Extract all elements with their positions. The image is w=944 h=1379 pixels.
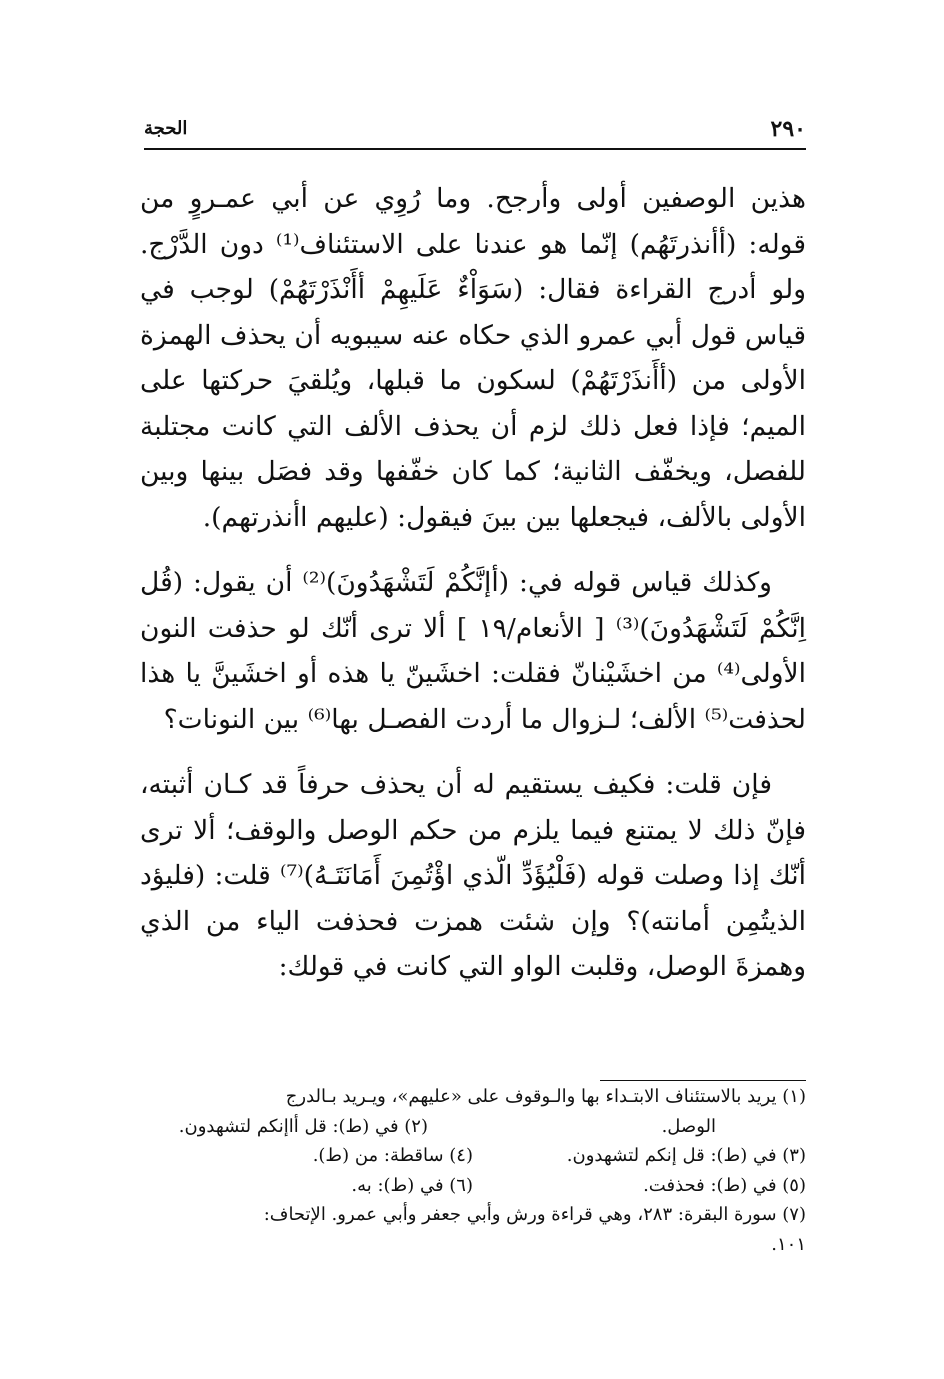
footnotes xyxy=(140,1082,806,1259)
footnote-4: (٤) ساقطة: من (ط). xyxy=(312,1145,473,1166)
page-number: ٢٩٠ xyxy=(770,116,806,142)
footnote-1: (١) يريد بالاستئناف الابتـداء بها والـوقوف على «عليهم»، ويـريد بـالدرج xyxy=(285,1086,806,1107)
paragraph: وكذلك قياس قوله في: (أإنَّكُمْ لَتَشْهَدُونَ)⁽²⁾ أن يقول: (قُل اِنَّكُمْ لَتَشْهَدُونَ)⁽³⁾ [ الأنعام/١٩ ] ألا ترى أنّك لو حذفت النون الأولى⁽⁴⁾ من اخشَيْنانّ فقلت: اخشَينّ يا هذه أو اخشَينَّ يا هذا لحذفت⁽⁵⁾ الألف؛ لـزوال ما أردت الفصـل بها⁽⁶⁾ بين النونات؟ xyxy=(140,567,806,735)
page-header xyxy=(144,116,806,150)
footnote-2: (٢) في (ط): قل أاإنكم لتشهدون. xyxy=(178,1115,428,1137)
footnote-1-continuation: الوصل. xyxy=(661,1115,716,1137)
main-text xyxy=(140,176,806,990)
paragraph: فإن قلت: فكيف يستقيم له أن يحذف حرفاً قد كـان أثبته، فإنّ ذلك لا يمتنع فيما يلزم من حكم الوصل والوقف؛ ألا ترى أنّك إذا وصلت قوله (فَلْيُؤَدِّ الّذي اؤْتُمِنَ أَمَانَتَـهُ)⁽⁷⁾ قلت: (فليؤد الذيتُمِن أمانته)؟ وإن شئت همزت فحذفت الياء من الذي وهمزةَ الوصل، وقلبت الواو التي كانت في قولك: xyxy=(140,769,807,982)
paragraph: هذين الوصفين أولى وأرجح. وما رُوِي عن أبي عمـروٍ من قوله: (أأنذرتَهُم) إنّما هو عندنا على الاستئناف⁽¹⁾ دون الدَّرْج. ولو أدرج القراءة فقال: (سَوَاْءٌ عَلَيهِمْ أأَنْذَرْتَهُمْ) لوجب في قياس قول أبي عمرو الذي حكاه عنه سيبويه أن يحذف الهمزة الأولى من (أأَنذَرْتَهُمْ) لسكون ما قبلها، ويُلقيَ حركتها على الميم؛ فإذا فعل ذلك لزم أن يحذف الألف التي كانت مجتلبة للفصل، ويخفّف الثانية؛ كما كان خفّفها وقد فصَل بينها وبين الأولى بالألف، فيجعلها بين بينَ فيقول: (عليهم اأنذرتهم). xyxy=(140,183,807,533)
footnote-7: (٧) سورة البقرة: ٢٨٣، وهي قراءة ورش وأبي جعفر وأبي عمرو. الإتحاف: xyxy=(263,1204,806,1225)
footnote-7-continuation: ١٠١. xyxy=(771,1233,806,1255)
running-title: الحجة xyxy=(144,118,188,139)
footnote-row xyxy=(140,1112,806,1142)
footnote-row xyxy=(140,1141,806,1171)
footnote-5: (٥) في (ط): فحذفت. xyxy=(643,1174,806,1196)
footnote-6: (٦) في (ط): به. xyxy=(351,1174,473,1196)
footnote-divider xyxy=(600,1080,806,1081)
footnote-row xyxy=(140,1171,806,1201)
footnote-3: (٣) في (ط): قل إنكم لتشهدون. xyxy=(566,1145,806,1166)
